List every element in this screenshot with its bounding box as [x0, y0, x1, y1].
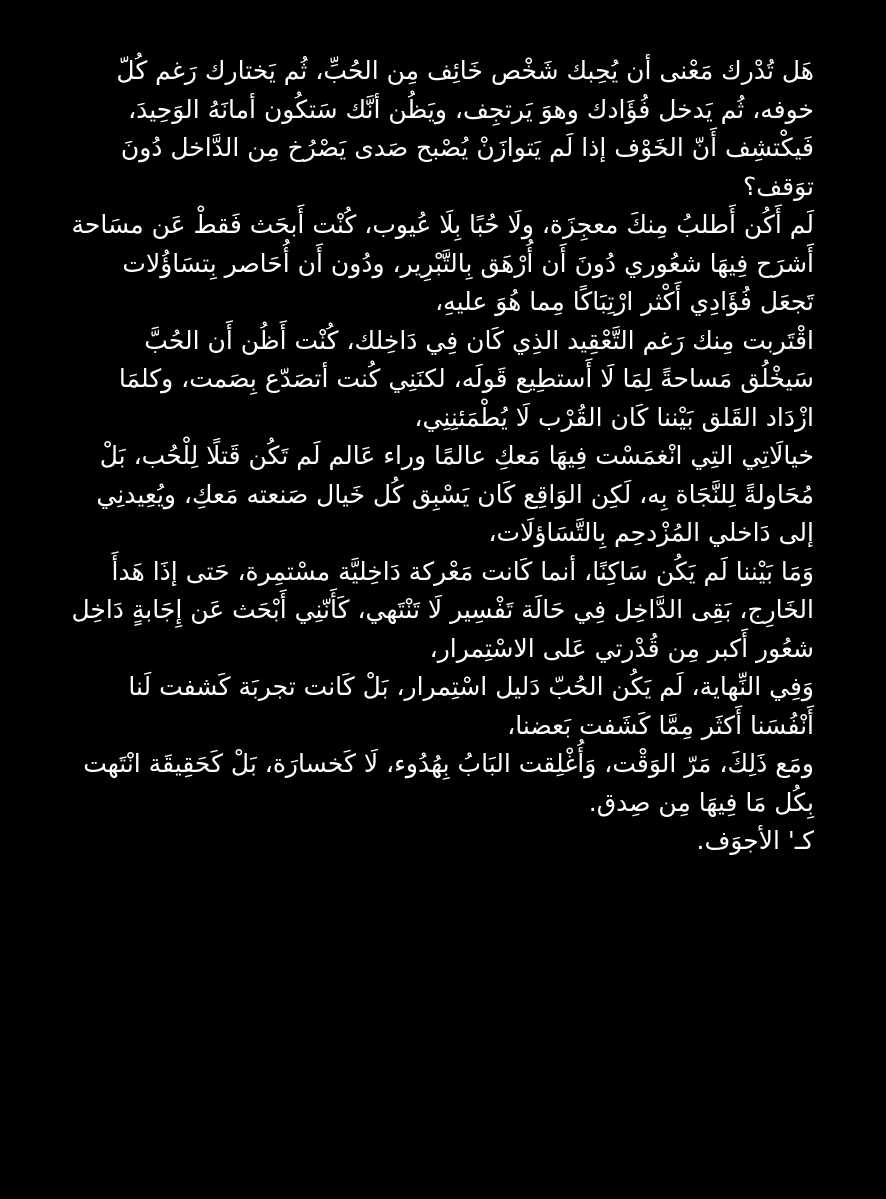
paragraph-7: ومَع ذَلِكَ، مَرّ الوَقْت، وَأُغْلِقت البَابُ بِهُدُوء، لَا كَخسارَة، بَلْ كَحَقِيقَة انْتَهت بِكُل مَا فِيهَا مِن صِدق. — [83, 749, 814, 817]
paragraph-5: وَمَا بَيْننا لَم يَكُن سَاكِنًا، أنما كَانت مَعْركة دَاخِليَّة مسْتمِرة، حَتى إذَا هَدأَ الخَارِج، بَقِى الدَّاخِل فِي حَالَة تَفْسِير لَا تَنْتَهي، كَأَنّنِي أَبْحَث عَن إِجَابةٍ دَاخِل شعُور أَكبر مِن قُدْرتي عَلى الاسْتِمرار، — [71, 556, 814, 663]
text-body — [68, 52, 814, 861]
paragraph-3: اقْتَربت مِنك رَغم التَّعْقِيد الذِي كَان فِي دَاخِلك، كُنْت أَظُن أَن الحُبَّ سَيخْلُق مَساحةً لِمَا لَا أَستطِيع قَولَه، لكنَنِي كُنت أتصَدّع بِصَمت، وكلمَا ازْدَاد القَلق بَيْننا كَان القُرْب لَا يُطْمَئنِنِي، — [118, 325, 814, 432]
paragraph-6: وَفِي النِّهاية، لَم يَكُن الحُبّ دَليل اسْتِمرار، بَلْ كَانت تجربَة كَشفت لَنا أَنْفُسَنا أَكثَر مِمَّا كَشَفت بَعضنا، — [128, 672, 814, 740]
signature: كـ' الأجوَف. — [696, 826, 814, 855]
paragraph-4: خيالَاتِي التِي انْغمَسْت فِيهَا مَعكِ عالمًا وراء عَالم لَم تَكُن قَتلًا لِلْحُب، بَلْ مُحَاولةً لِلنَّجَاة بِه، لَكِن الوَاقِع كَان يَسْبِق كُل خَيال صَنعته مَعكِ، ويُعِيدنِي إلى دَاخلي المُزْدحِم بِالتَّسَاؤلَات، — [96, 441, 814, 547]
paragraph-1: هَل تُدْرك مَعْنى أن يُحِبك شَخْص خَائِف مِن الحُبِّ، ثُم يَختارك رَغم كُلّ خوفه، ثُم يَدخل فُؤَادك وهوَ يَرتجِف، ويَظُن أنَّك سَتكُون أمانَهُ الوَحِيدَ، فَيكْتشِف أَنّ الخَوْف إذا لَم يَتوازَنْ يُصْبح صَدى يَصْرُخ مِن الدَّاخل دُونَ توَقف؟ — [116, 56, 814, 201]
paragraph-2: لَم أَكُن أَطلبُ مِنكَ معجِزَة، ولَا حُبًا بِلَا عُيوب، كُنْت أَبحَث فَقطْ عَن مسَاحة أَشرَح فِيهَا شعُوري دُونَ أَن أُرْهَق بِالتَّبْرِير، ودُون أَن أُحَاصر بِتسَاؤُلات تَجعَل فُؤَادِي أَكْثر ارْتِبَاكًا مِما هُوَ عليهِ، — [71, 210, 814, 316]
